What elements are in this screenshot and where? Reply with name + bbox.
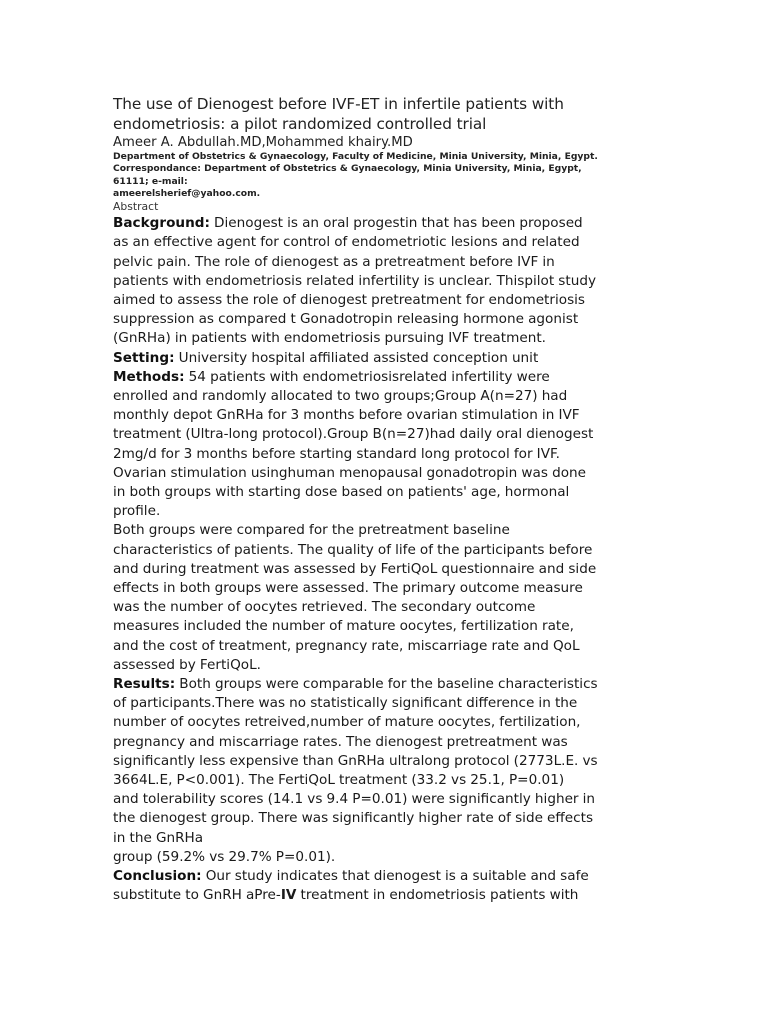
conclusion-section — [113, 867, 658, 905]
text-line: number of oocytes retreived,number of mature oocytes, fertilization, — [113, 714, 581, 731]
text-line: measures included the number of mature oocytes, fertilization rate, — [113, 618, 574, 635]
text-line: Ovarian stimulation usinghuman menopausal gonadotropin was done — [113, 464, 586, 481]
text-line: Both groups were compared for the pretreatment baseline — [113, 522, 510, 539]
text-line: and during treatment was assessed by FertiQoL questionnaire and side — [113, 560, 597, 577]
affiliation-line: 61111; e-mail: — [113, 175, 188, 187]
text-line: Both groups were comparable for the baseline characteristics — [175, 676, 598, 693]
results-section — [113, 675, 658, 867]
text-line: 2mg/d for 3 months before starting standard long protocol for IVF. — [113, 445, 560, 462]
text-line: monthly depot GnRHa for 3 months before ovarian stimulation in IVF — [113, 407, 580, 424]
text-line: group (59.2% vs 29.7% P=0.01). — [113, 848, 336, 865]
text-line: 54 patients with endometriosisrelated infertility were — [184, 368, 550, 385]
setting-heading: Setting: — [113, 349, 175, 366]
text-line: treatment in endometriosis patients with — [296, 887, 579, 904]
text-line: pelvic pain. The role of dienogest as a pretreatment before IVF in — [113, 253, 555, 270]
affiliation — [113, 151, 658, 200]
text-line: Our study indicates that dienogest is a suitable and safe — [201, 868, 589, 885]
affiliation-line: Department of Obstetrics & Gynaecology, Faculty of Medicine, Minia University, Minia, Egypt. — [113, 151, 598, 162]
text-line: was the number of oocytes retrieved. The secondary outcome — [113, 599, 536, 616]
text-line: aimed to assess the role of dienogest pretreatment for endometriosis — [113, 292, 586, 308]
text-line: University hospital affiliated assisted conception unit — [174, 349, 539, 366]
document-page — [113, 94, 658, 906]
text-line: in both groups with starting dose based on patients' age, hormonal — [113, 484, 570, 501]
text-line: treatment (Ultra-long protocol).Group B(n=27)had daily oral dienogest — [113, 426, 594, 443]
text-line: enrolled and randomly allocated to two groups;Group A(n=27) had — [113, 388, 568, 405]
affiliation-line: Correspondance: Department of Obstetrics & Gynaecology, Minia University, Minia, Egypt, — [113, 163, 582, 175]
text-line: characteristics of patients. The quality of life of the participants before — [113, 541, 593, 558]
paper-title — [113, 94, 658, 134]
text-line: (GnRHa) in patients with endometriosis pursuing IVF treatment. — [113, 330, 546, 347]
background-heading: Background: — [113, 215, 210, 232]
title-line: endometriosis: a pilot randomized controlled trial — [113, 115, 487, 133]
text-line: and tolerability scores (14.1 vs 9.4 P=0.01) were significantly higher in — [113, 791, 596, 808]
title-line: The use of Dienogest before IVF-ET in infertile patients with — [113, 95, 564, 113]
text-line: the dienogest group. There was significantly higher rate of side effects — [113, 810, 594, 827]
text-line: significantly less expensive than GnRHa ultralong protocol (2773L.E. vs — [113, 752, 598, 769]
text-line: substitute to GnRH aPre- — [113, 887, 281, 904]
text-line: assessed by FertiQoL. — [113, 656, 261, 673]
abstract-label: Abstract — [113, 200, 159, 214]
methods-heading: Methods: — [113, 368, 185, 385]
methods-section — [113, 368, 658, 675]
setting-section — [113, 349, 658, 368]
text-line: effects in both groups were assessed. The primary outcome measure — [113, 580, 583, 597]
text-line: in the GnRHa — [113, 829, 204, 846]
text-line: as an effective agent for control of endometriotic lesions and related — [113, 234, 580, 251]
text-line: and the cost of treatment, pregnancy rate, miscarriage rate and QoL — [113, 637, 580, 654]
email-line: ameerelsherief@yahoo.com. — [113, 187, 261, 199]
text-line: patients with endometriosis related infertility is unclear. Thispilot study — [113, 272, 597, 289]
bold-fragment: IV — [280, 887, 297, 904]
text-line: of participants.There was no statistically significant difference in the — [113, 695, 578, 712]
results-heading: Results: — [113, 676, 176, 693]
text-line: pregnancy and miscarriage rates. The dienogest pretreatment was — [113, 733, 568, 750]
text-line: suppression as compared t Gonadotropin releasing hormone agonist — [113, 311, 579, 328]
conclusion-heading: Conclusion: — [113, 868, 202, 885]
text-line: profile. — [113, 503, 161, 520]
background-section — [113, 214, 658, 348]
authors: Ameer A. Abdullah.MD,Mohammed khairy.MD — [113, 135, 413, 150]
text-line: 3664L.E, P<0.001). The FertiQoL treatment (33.2 vs 25.1, P=0.01) — [113, 772, 565, 789]
text-line: Dienogest is an oral progestin that has been proposed — [209, 215, 583, 232]
